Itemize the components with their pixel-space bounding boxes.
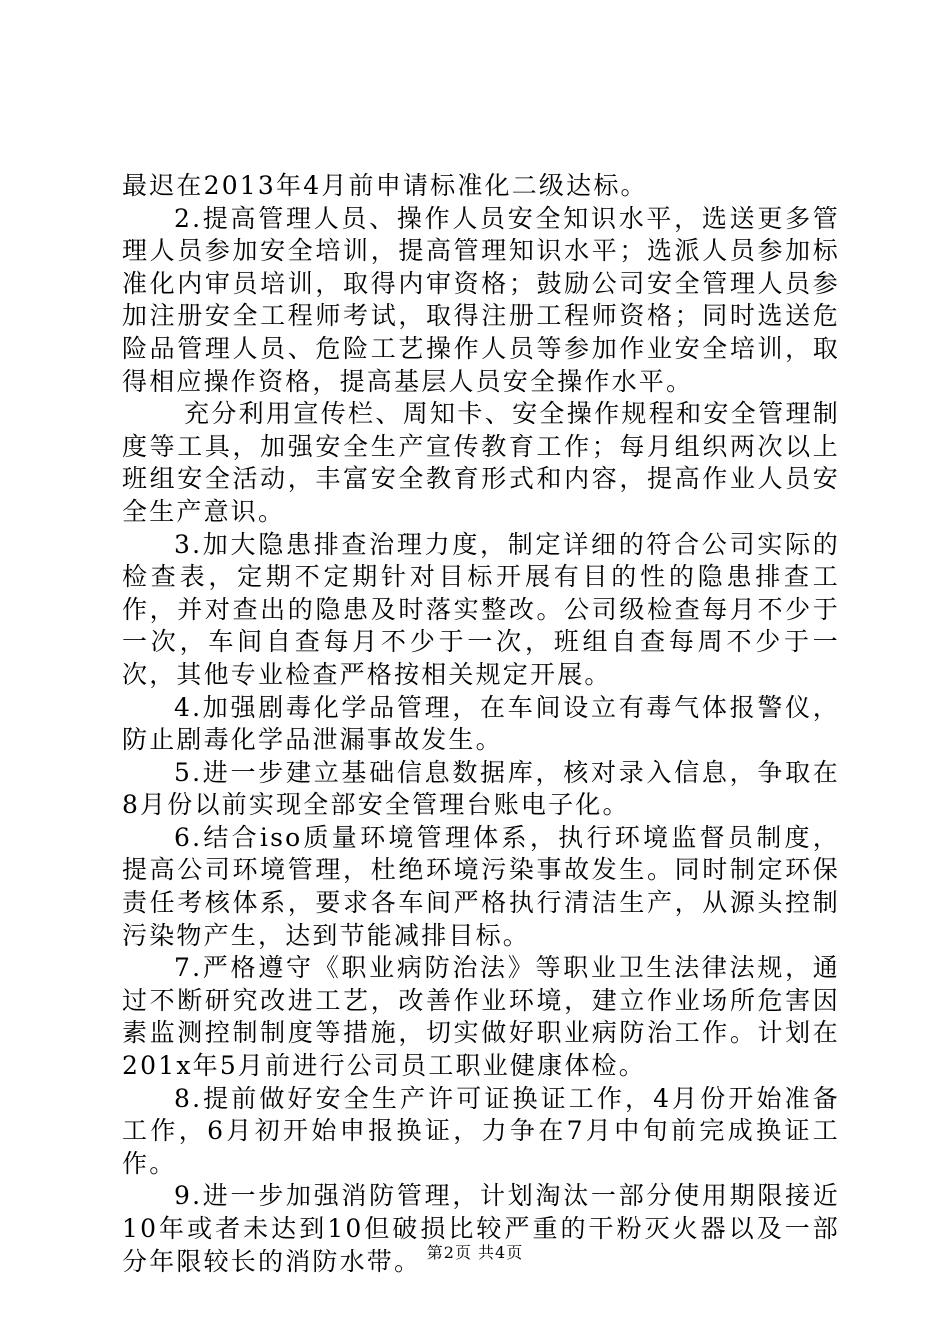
- paragraph-continuation: 最迟在2013年4月前申请标准化二级达标。: [122, 171, 648, 200]
- paragraph-item-4: 4.加强剧毒化学品管理，在车间设立有毒气体报警仪，防止剧毒化学品泄漏事故发生。: [122, 692, 840, 755]
- paragraph-publicity: 充分利用宣传栏、周知卡、安全操作规程和安全管理制度等工具，加强安全生产宣传教育工作；每月组织两次以上班组安全活动，丰富安全教育形式和内容，提高作业人员安全生产意识。: [122, 399, 840, 526]
- page-footer: 第2页 共4页: [426, 1243, 524, 1262]
- document-body: [122, 170, 840, 1278]
- paragraph-item-9: 9.进一步加强消防管理，计划淘汰一部分使用期限接近10年或者未达到10但破损比较严重的干粉灭火器以及一部分年限较长的消防水带。: [122, 1181, 840, 1276]
- paragraph-item-8: 8.提前做好安全生产许可证换证工作，4月份开始准备工作，6月初开始申报换证，力争在7月中旬前完成换证工作。: [122, 1083, 840, 1178]
- paragraph-item-6: 6.结合iso质量环境管理体系，执行环境监督员制度，提高公司环境管理，杜绝环境污染事故发生。同时制定环保责任考核体系，要求各车间严格执行清洁生产，从源头控制污染物产生，达到节能减排目标。: [122, 822, 840, 950]
- paragraph-item-5: 5.进一步建立基础信息数据库，核对录入信息，争取在8月份以前实现全部安全管理台账电子化。: [122, 757, 840, 820]
- paragraph-item-3: 3.加大隐患排查治理力度，制定详细的符合公司实际的检查表，定期不定期针对目标开展有目的性的隐患排查工作，并对查出的隐患及时落实整改。公司级检查每月不少于一次，车间自查每月不少于一次，班组自查每周不少于一次，其他专业检查严格按相关规定开展。: [122, 529, 840, 689]
- paragraph-item-2: 2.提高管理人员、操作人员安全知识水平，选送更多管理人员参加安全培训，提高管理知识水平；选派人员参加标准化内审员培训，取得内审资格；鼓励公司安全管理人员参加注册安全工程师考试，取得注册工程师资格；同时选送危险品管理人员、危险工艺操作人员等参加作业安全培训，取得相应操作资格，提高基层人员安全操作水平。: [122, 203, 840, 396]
- paragraph-item-7: 7.严格遵守《职业病防治法》等职业卫生法律法规，通过不断研究改进工艺，改善作业环境，建立作业场所危害因素监测控制制度等措施，切实做好职业病防治工作。计划在201x年5月前进行公司员工职业健康体检。: [122, 953, 840, 1081]
